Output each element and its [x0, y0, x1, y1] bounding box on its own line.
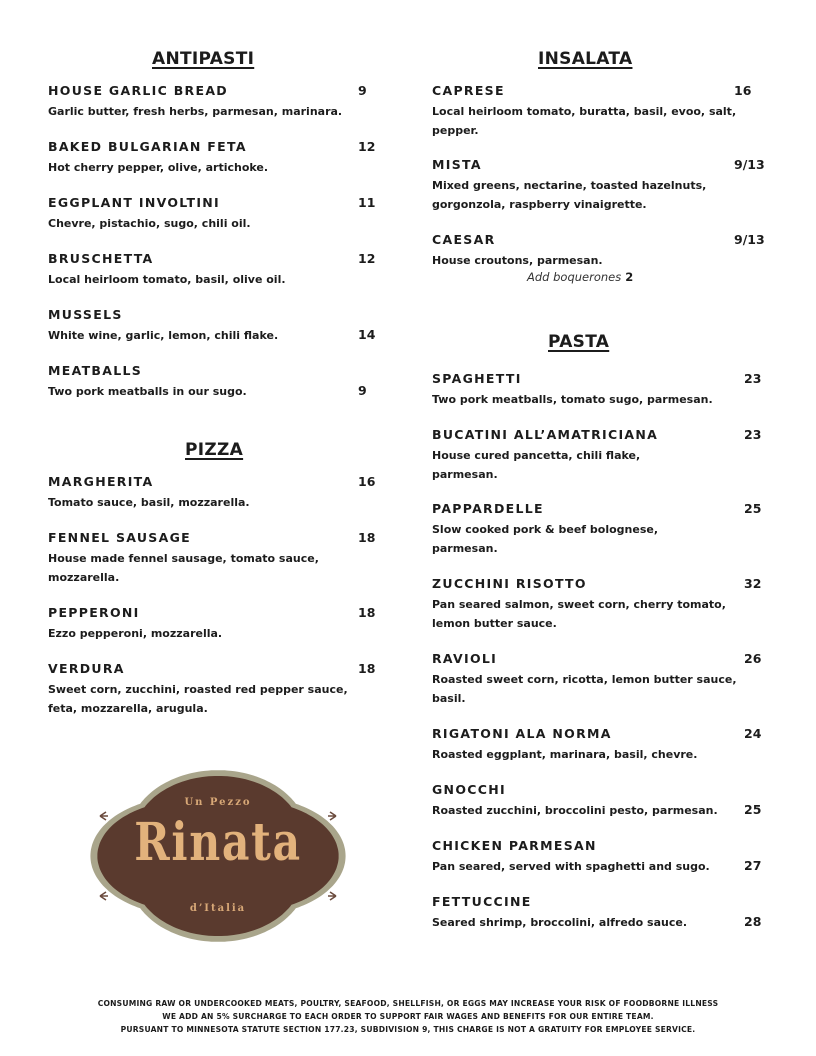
item-name: RIGATONI ALA NORMA: [432, 726, 612, 741]
item-name: CAPRESE: [432, 83, 505, 98]
item-desc: Garlic butter, fresh herbs, parmesan, marinara.: [48, 105, 343, 118]
item-price: 23: [744, 427, 762, 442]
item-price: 16: [734, 83, 752, 98]
item-desc: Ezzo pepperoni, mozzarella.: [48, 627, 223, 640]
menu-item-baked-bulgarian-feta: [48, 139, 378, 179]
menu-item-gnocchi: [432, 782, 772, 822]
item-desc: Seared shrimp, broccolini, alfredo sauce.: [432, 916, 688, 929]
item-desc: Chevre, pistachio, sugo, chili oil.: [48, 217, 251, 230]
item-name: BUCATINI ALL’AMATRICIANA: [432, 427, 659, 442]
item-price: 25: [744, 501, 762, 516]
item-desc: Local heirloom tomato, basil, olive oil.: [48, 273, 286, 286]
item-price: 32: [744, 576, 762, 591]
menu-item-rigatoni-ala-norma: [432, 726, 772, 766]
item-desc: Pan seared, served with spaghetti and sugo.: [432, 860, 710, 873]
menu-item-chicken-parmesan: [432, 838, 772, 878]
item-name: ZUCCHINI RISOTTO: [432, 576, 587, 591]
menu-item-bucatini: [432, 427, 772, 487]
pasta-title: PASTA: [548, 332, 610, 352]
logo-top-text: Un Pezzo: [184, 797, 252, 808]
menu-item-caprese: [432, 83, 772, 143]
item-price: 24: [744, 726, 762, 741]
pizza-title: PIZZA: [185, 440, 244, 460]
menu-item-margherita: [48, 474, 378, 514]
item-price: 9: [358, 83, 367, 98]
menu-item-mista: [432, 157, 772, 217]
menu-item-bruschetta: [48, 251, 378, 291]
menu-item-mussels: [48, 307, 378, 347]
item-name: MARGHERITA: [48, 474, 154, 489]
item-desc: Roasted eggplant, marinara, basil, chevre.: [432, 748, 698, 761]
menu-item-fennel-sausage: [48, 530, 378, 590]
item-price: 18: [358, 605, 376, 620]
item-price: 9: [358, 383, 367, 398]
caesar-addon: [527, 270, 633, 284]
item-price: 28: [744, 914, 762, 929]
item-desc: Roasted zucchini, broccolini pesto, parmesan.: [432, 804, 718, 817]
item-name: CHICKEN PARMESAN: [432, 838, 597, 853]
item-name: BAKED BULGARIAN FETA: [48, 139, 247, 154]
item-price: 9/13: [734, 157, 765, 172]
footer-line-statute: PURSUANT TO MINNESOTA STATUTE SECTION 177.23, SUBDIVISION 9, THIS CHARGE IS NOT A GRATUITY FOR EMPLOYEE SERVICE.: [120, 1025, 696, 1035]
item-desc: Roasted sweet corn, ricotta, lemon butter sauce, basil.: [432, 673, 737, 705]
logo-bottom-text: d’Italia: [189, 903, 247, 914]
item-desc: House croutons, parmesan.: [432, 254, 603, 267]
item-price: 26: [744, 651, 762, 666]
item-name: GNOCCHI: [432, 782, 506, 797]
menu-item-pappardelle: [432, 501, 772, 561]
item-name: MEATBALLS: [48, 363, 143, 378]
item-name: HOUSE GARLIC BREAD: [48, 83, 228, 98]
item-price: 12: [358, 251, 376, 266]
item-desc: Sweet corn, zucchini, roasted red pepper sauce, feta, mozzarella, arugula.: [48, 683, 348, 715]
menu-item-caesar: [432, 232, 772, 272]
item-price: 16: [358, 474, 376, 489]
rinata-logo: [84, 760, 352, 952]
item-desc: House cured pancetta, chili flake, parmesan.: [432, 449, 641, 481]
item-price: 14: [358, 327, 376, 342]
menu-item-zucchini-risotto: [432, 576, 772, 636]
footer-line-foodborne: CONSUMING RAW OR UNDERCOOKED MEATS, POULTRY, SEAFOOD, SHELLFISH, OR EGGS MAY INCREASE YOUR RISK OF FOODBORNE ILLNESS: [97, 999, 719, 1008]
item-desc: White wine, garlic, lemon, chili flake.: [48, 329, 279, 342]
menu-item-eggplant-involtini: [48, 195, 378, 235]
item-desc: Tomato sauce, basil, mozzarella.: [48, 496, 250, 509]
item-desc: House made fennel sausage, tomato sauce, mozzarella.: [48, 552, 319, 584]
item-desc: Two pork meatballs in our sugo.: [48, 385, 247, 398]
menu-item-pepperoni: [48, 605, 378, 645]
item-name: CAESAR: [432, 232, 496, 247]
item-desc: Slow cooked pork & beef bolognese, parmesan.: [432, 523, 659, 555]
item-desc: Two pork meatballs, tomato sugo, parmesan.: [432, 393, 713, 406]
item-price: 18: [358, 530, 376, 545]
item-name: VERDURA: [48, 661, 125, 676]
item-name: EGGPLANT INVOLTINI: [48, 195, 220, 210]
item-name: FETTUCCINE: [432, 894, 532, 909]
item-price: 9/13: [734, 232, 765, 247]
item-price: 23: [744, 371, 762, 386]
item-price: 25: [744, 802, 762, 817]
footer-line-surcharge: WE ADD AN 5% SURCHARGE TO EACH ORDER TO SUPPORT FAIR WAGES AND BENEFITS FOR OUR ENTIRE TEAM.: [162, 1012, 654, 1022]
addon-label: Add boquerones: [527, 270, 622, 284]
item-price: 27: [744, 858, 762, 873]
item-price: 12: [358, 139, 376, 154]
item-desc: Pan seared salmon, sweet corn, cherry tomato, lemon butter sauce.: [432, 598, 726, 630]
item-name: FENNEL SAUSAGE: [48, 530, 191, 545]
item-name: PAPPARDELLE: [432, 501, 544, 516]
item-name: MISTA: [432, 157, 482, 172]
menu-item-verdura: [48, 661, 378, 721]
item-name: RAVIOLI: [432, 651, 498, 666]
footer-notice: [0, 997, 816, 1037]
menu-item-spaghetti: [432, 371, 772, 411]
item-price: 11: [358, 195, 376, 210]
item-name: PEPPERONI: [48, 605, 140, 620]
addon-price: 2: [625, 270, 634, 284]
item-name: MUSSELS: [48, 307, 123, 322]
logo-main-text: Rinata: [134, 812, 302, 873]
item-name: SPAGHETTI: [432, 371, 522, 386]
menu-item-meatballs: [48, 363, 378, 403]
item-desc: Hot cherry pepper, olive, artichoke.: [48, 161, 269, 174]
item-desc: Local heirloom tomato, buratta, basil, evoo, salt, pepper.: [432, 105, 737, 137]
menu-item-house-garlic-bread: [48, 83, 378, 123]
menu-item-fettuccine: [432, 894, 772, 934]
insalata-title: INSALATA: [538, 49, 633, 69]
item-name: BRUSCHETTA: [48, 251, 154, 266]
item-price: 18: [358, 661, 376, 676]
menu-item-ravioli: [432, 651, 772, 711]
antipasti-title: ANTIPASTI: [152, 49, 255, 69]
item-desc: Mixed greens, nectarine, toasted hazelnuts, gorgonzola, raspberry vinaigrette.: [432, 179, 707, 211]
